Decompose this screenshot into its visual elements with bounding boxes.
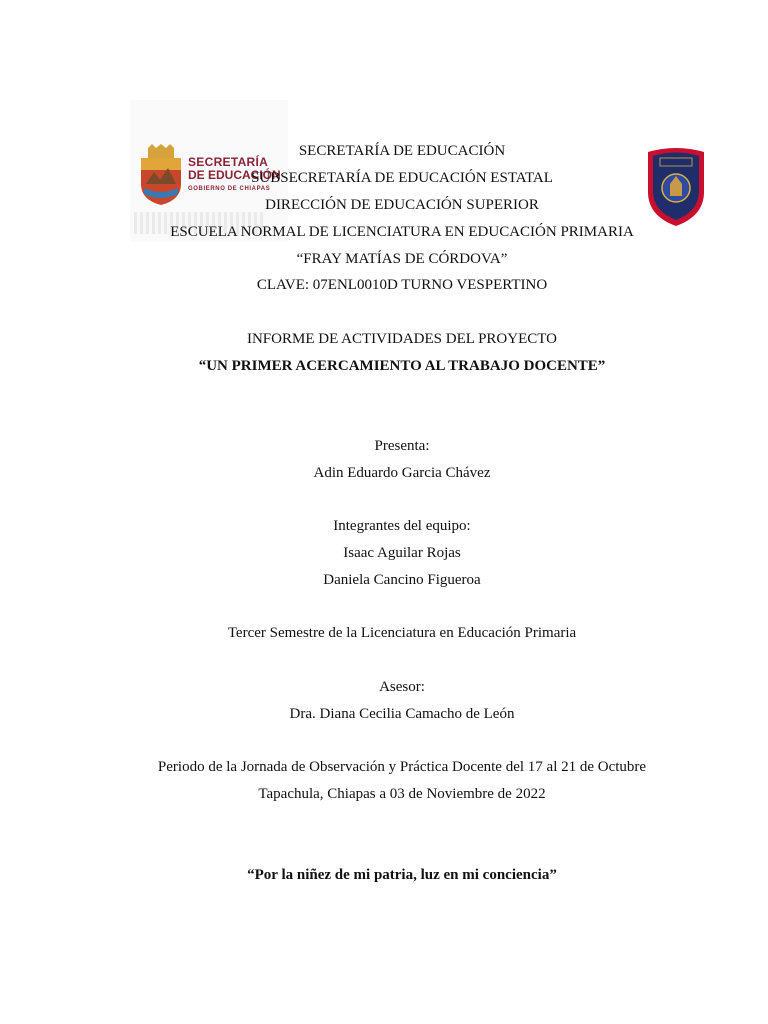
presenter-label: Presenta:	[374, 438, 430, 454]
advisor-name: Dra. Diana Cecilia Camacho de León	[289, 706, 515, 722]
semester-text: Tercer Semestre de la Licenciatura en Educación Primaria	[227, 625, 577, 641]
header-line-3: DIRECCIÓN DE EDUCACIÓN SUPERIOR	[265, 197, 539, 213]
logo-text-3: GOBIERNO DE CHIAPAS	[188, 186, 271, 192]
period-text: Periodo de la Jornada de Observación y Práctica Docente del 17 al 21 de Octubre	[157, 759, 647, 775]
logo-text-1: SECRETARÍA	[188, 155, 269, 169]
presenter-name: Adin Eduardo Garcia Chávez	[313, 465, 491, 481]
header-line-5: “FRAY MATÍAS DE CÓRDOVA”	[296, 251, 508, 267]
logo-text-2: DE EDUCACIÓN	[188, 168, 281, 182]
team-member: Daniela Cancino Figueroa	[323, 572, 481, 588]
header-line-1: SECRETARÍA DE EDUCACIÓN	[298, 143, 506, 159]
place-date-text: Tapachula, Chiapas a 03 de Noviembre de 2022	[258, 786, 546, 802]
report-title: “UN PRIMER ACERCAMIENTO AL TRABAJO DOCENTE”	[198, 358, 606, 374]
report-label: INFORME DE ACTIVIDADES DEL PROYECTO	[246, 331, 557, 347]
header-line-6: CLAVE: 07ENL0010D TURNO VESPERTINO	[256, 277, 548, 293]
motto-text: “Por la niñez de mi patria, luz en mi conciencia”	[247, 867, 557, 883]
team-label: Integrantes del equipo:	[333, 518, 471, 534]
header-line-2: SUBSECRETARÍA DE EDUCACIÓN ESTATAL	[251, 170, 553, 186]
advisor-label: Asesor:	[379, 679, 425, 695]
header-line-4: ESCUELA NORMAL DE LICENCIATURA EN EDUCACIÓN PRIMARIA	[170, 224, 634, 240]
team-member: Isaac Aguilar Rojas	[343, 545, 461, 561]
